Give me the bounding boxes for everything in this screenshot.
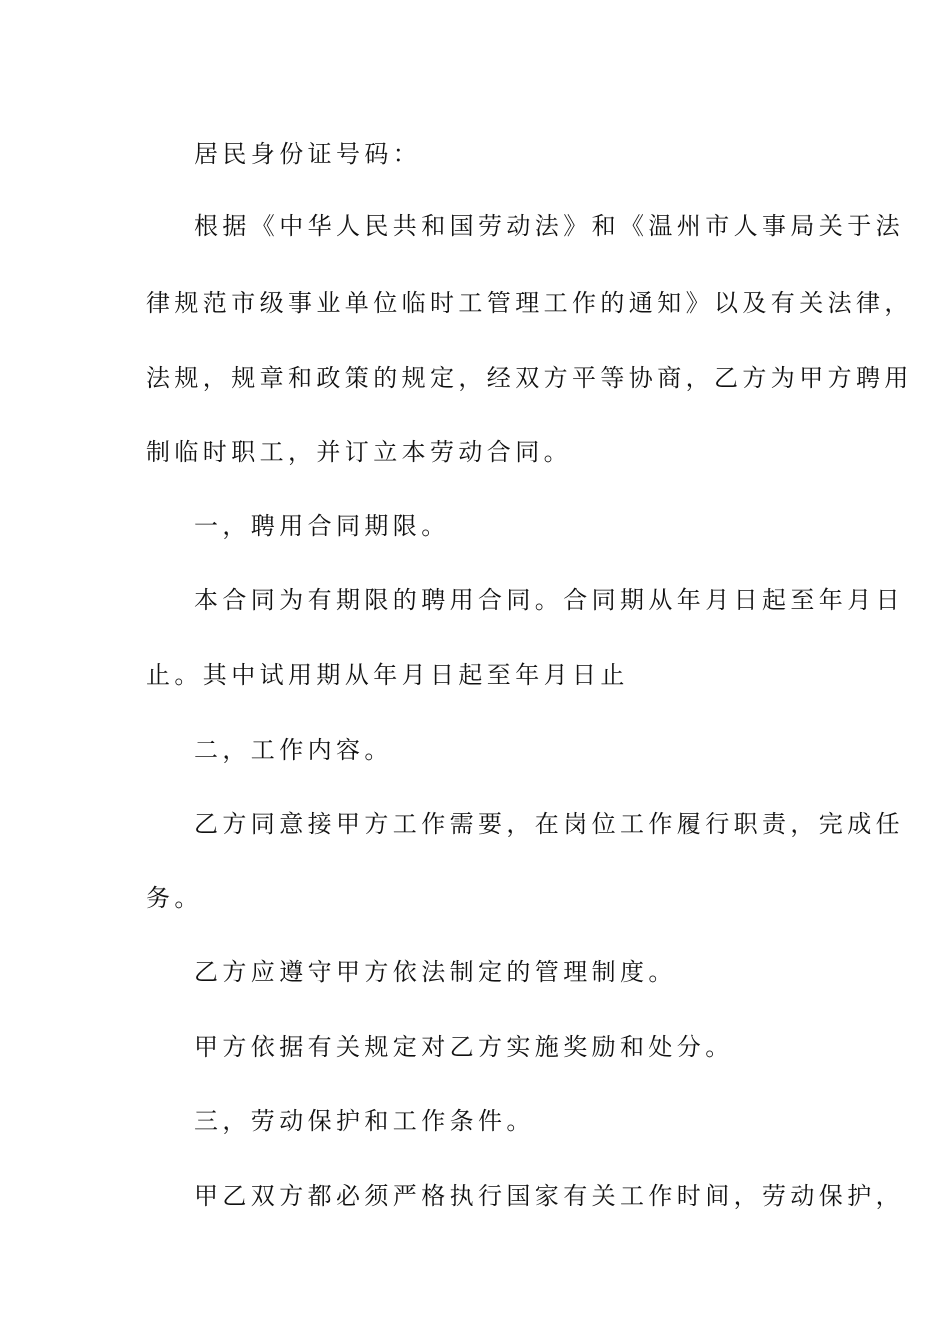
paragraph-line: 本合同为有期限的聘用合同。合同期从年月日起至年月日 xyxy=(194,586,904,614)
paragraph-line: 制临时职工，并订立本劳动合同。 xyxy=(146,438,572,466)
paragraph-line: 法规，规章和政策的规定，经双方平等协商，乙方为甲方聘用 xyxy=(146,364,913,392)
paragraph-line: 止。其中试用期从年月日起至年月日止 xyxy=(146,661,629,689)
id-number-label: 居民身份证号码： xyxy=(194,140,422,168)
paragraph-line: 根据《中华人民共和国劳动法》和《温州市人事局关于法 xyxy=(194,212,904,240)
paragraph-line: 甲方依据有关规定对乙方实施奖励和处分。 xyxy=(194,1033,734,1061)
section-heading: 三，劳动保护和工作条件。 xyxy=(194,1107,535,1135)
paragraph-line: 律规范市级事业单位临时工管理工作的通知》以及有关法律， xyxy=(146,289,913,317)
paragraph-line: 乙方应遵守甲方依法制定的管理制度。 xyxy=(194,958,677,986)
section-heading: 一，聘用合同期限。 xyxy=(194,512,450,540)
paragraph-line: 务。 xyxy=(146,884,203,912)
paragraph-line: 乙方同意接甲方工作需要，在岗位工作履行职责，完成任 xyxy=(194,810,904,838)
paragraph-line: 甲乙双方都必须严格执行国家有关工作时间，劳动保护， xyxy=(194,1182,904,1210)
section-heading: 二，工作内容。 xyxy=(194,736,393,764)
